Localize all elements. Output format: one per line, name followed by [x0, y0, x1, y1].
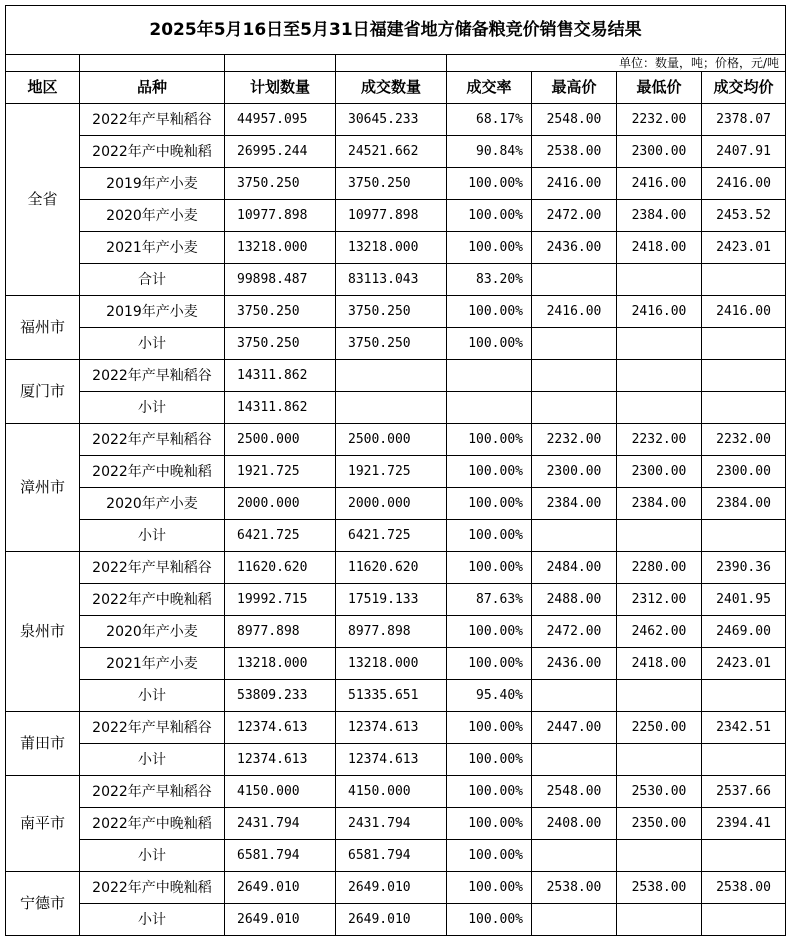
min-price-cell: [617, 680, 702, 712]
planned-qty-cell: 1921.725: [225, 456, 336, 488]
deal-rate-cell: 100.00%: [447, 840, 532, 872]
max-price-cell: [532, 520, 617, 552]
avg-price-cell: [702, 520, 786, 552]
avg-price-cell: [702, 392, 786, 424]
min-price-cell: 2300.00: [617, 456, 702, 488]
table-row: [6, 168, 786, 200]
header-row: [6, 72, 786, 104]
variety-cell: 2019年产小麦: [80, 296, 225, 328]
planned-qty-cell: 13218.000: [225, 232, 336, 264]
deal-rate-cell: 100.00%: [447, 552, 532, 584]
deal-qty-cell: 2649.010: [336, 904, 447, 936]
deal-qty-cell: 11620.620: [336, 552, 447, 584]
deal-qty-cell: 3750.250: [336, 328, 447, 360]
min-price-cell: [617, 264, 702, 296]
variety-cell: 小计: [80, 744, 225, 776]
planned-qty-cell: 2431.794: [225, 808, 336, 840]
min-price-cell: [617, 328, 702, 360]
max-price-cell: 2436.00: [532, 232, 617, 264]
max-price-cell: 2416.00: [532, 168, 617, 200]
max-price-cell: [532, 680, 617, 712]
table-row: [6, 680, 786, 712]
deal-qty-cell: [336, 360, 447, 392]
deal-rate-cell: 100.00%: [447, 872, 532, 904]
avg-price-cell: 2416.00: [702, 296, 786, 328]
table-row: [6, 648, 786, 680]
deal-qty-cell: 6421.725: [336, 520, 447, 552]
table-row: [6, 840, 786, 872]
variety-cell: 2022年产中晚籼稻: [80, 872, 225, 904]
table-row: [6, 520, 786, 552]
deal-rate-cell: 100.00%: [447, 328, 532, 360]
table-row: [6, 808, 786, 840]
deal-rate-cell: 68.17%: [447, 104, 532, 136]
planned-qty-cell: 13218.000: [225, 648, 336, 680]
deal-qty-cell: 3750.250: [336, 296, 447, 328]
avg-price-cell: 2378.07: [702, 104, 786, 136]
max-price-cell: 2416.00: [532, 296, 617, 328]
max-price-cell: 2488.00: [532, 584, 617, 616]
min-price-cell: 2280.00: [617, 552, 702, 584]
deal-qty-cell: 12374.613: [336, 744, 447, 776]
deal-qty-cell: 8977.898: [336, 616, 447, 648]
max-price-cell: 2232.00: [532, 424, 617, 456]
min-price-cell: [617, 840, 702, 872]
min-price-cell: [617, 392, 702, 424]
variety-cell: 2022年产早籼稻谷: [80, 776, 225, 808]
region-cell: 全省: [6, 104, 80, 296]
table-row: [6, 712, 786, 744]
deal-rate-cell: 100.00%: [447, 904, 532, 936]
region-cell: 厦门市: [6, 360, 80, 424]
min-price-cell: 2300.00: [617, 136, 702, 168]
max-price-cell: 2484.00: [532, 552, 617, 584]
planned-qty-cell: 3750.250: [225, 168, 336, 200]
header-region: 地区: [6, 72, 80, 104]
variety-cell: 小计: [80, 392, 225, 424]
max-price-cell: [532, 264, 617, 296]
deal-qty-cell: 2000.000: [336, 488, 447, 520]
deal-rate-cell: 100.00%: [447, 232, 532, 264]
table-row: [6, 296, 786, 328]
variety-cell: 2020年产小麦: [80, 200, 225, 232]
table-row: [6, 136, 786, 168]
deal-rate-cell: 100.00%: [447, 616, 532, 648]
deal-rate-cell: 90.84%: [447, 136, 532, 168]
header-min-price: 最低价: [617, 72, 702, 104]
unit-row: [6, 55, 786, 72]
planned-qty-cell: 2000.000: [225, 488, 336, 520]
min-price-cell: [617, 904, 702, 936]
unit-spacer-cell: [225, 55, 336, 72]
planned-qty-cell: 2649.010: [225, 904, 336, 936]
min-price-cell: [617, 520, 702, 552]
avg-price-cell: 2401.95: [702, 584, 786, 616]
table-row: [6, 360, 786, 392]
header-avg-price: 成交均价: [702, 72, 786, 104]
region-cell: 南平市: [6, 776, 80, 872]
deal-qty-cell: 13218.000: [336, 232, 447, 264]
max-price-cell: 2408.00: [532, 808, 617, 840]
variety-cell: 2020年产小麦: [80, 488, 225, 520]
deal-qty-cell: 17519.133: [336, 584, 447, 616]
min-price-cell: 2312.00: [617, 584, 702, 616]
planned-qty-cell: 53809.233: [225, 680, 336, 712]
table-row: [6, 872, 786, 904]
deal-qty-cell: 2431.794: [336, 808, 447, 840]
avg-price-cell: 2538.00: [702, 872, 786, 904]
avg-price-cell: 2342.51: [702, 712, 786, 744]
planned-qty-cell: 44957.095: [225, 104, 336, 136]
table-row: [6, 488, 786, 520]
avg-price-cell: 2407.91: [702, 136, 786, 168]
planned-qty-cell: 3750.250: [225, 328, 336, 360]
deal-qty-cell: 2500.000: [336, 424, 447, 456]
avg-price-cell: 2394.41: [702, 808, 786, 840]
min-price-cell: 2384.00: [617, 488, 702, 520]
min-price-cell: [617, 744, 702, 776]
table-row: [6, 424, 786, 456]
region-cell: 福州市: [6, 296, 80, 360]
deal-rate-cell: [447, 392, 532, 424]
max-price-cell: 2548.00: [532, 104, 617, 136]
min-price-cell: 2530.00: [617, 776, 702, 808]
table-row: [6, 104, 786, 136]
deal-rate-cell: 100.00%: [447, 296, 532, 328]
unit-spacer-cell: [6, 55, 80, 72]
variety-cell: 小计: [80, 520, 225, 552]
variety-cell: 合计: [80, 264, 225, 296]
planned-qty-cell: 8977.898: [225, 616, 336, 648]
planned-qty-cell: 99898.487: [225, 264, 336, 296]
page-title: 2025年5月16日至5月31日福建省地方储备粮竞价销售交易结果: [6, 6, 786, 55]
unit-note: 单位：数量，吨；价格，元/吨: [447, 55, 786, 72]
deal-qty-cell: 2649.010: [336, 872, 447, 904]
results-table: [5, 5, 786, 936]
min-price-cell: [617, 360, 702, 392]
unit-spacer-cell: [80, 55, 225, 72]
avg-price-cell: 2453.52: [702, 200, 786, 232]
variety-cell: 2019年产小麦: [80, 168, 225, 200]
deal-rate-cell: 100.00%: [447, 168, 532, 200]
results-sheet: [5, 5, 785, 936]
deal-rate-cell: 95.40%: [447, 680, 532, 712]
max-price-cell: [532, 840, 617, 872]
variety-cell: 2022年产早籼稻谷: [80, 104, 225, 136]
region-cell: 莆田市: [6, 712, 80, 776]
planned-qty-cell: 11620.620: [225, 552, 336, 584]
variety-cell: 小计: [80, 328, 225, 360]
variety-cell: 2022年产早籼稻谷: [80, 712, 225, 744]
avg-price-cell: [702, 904, 786, 936]
table-row: [6, 584, 786, 616]
max-price-cell: 2548.00: [532, 776, 617, 808]
min-price-cell: 2418.00: [617, 232, 702, 264]
deal-rate-cell: 87.63%: [447, 584, 532, 616]
avg-price-cell: [702, 328, 786, 360]
region-cell: 宁德市: [6, 872, 80, 936]
min-price-cell: 2232.00: [617, 104, 702, 136]
planned-qty-cell: 12374.613: [225, 712, 336, 744]
deal-rate-cell: 100.00%: [447, 648, 532, 680]
table-row: [6, 232, 786, 264]
max-price-cell: [532, 744, 617, 776]
avg-price-cell: [702, 680, 786, 712]
avg-price-cell: 2416.00: [702, 168, 786, 200]
avg-price-cell: [702, 840, 786, 872]
max-price-cell: 2447.00: [532, 712, 617, 744]
avg-price-cell: [702, 264, 786, 296]
min-price-cell: 2538.00: [617, 872, 702, 904]
deal-qty-cell: 30645.233: [336, 104, 447, 136]
deal-rate-cell: 100.00%: [447, 712, 532, 744]
max-price-cell: 2538.00: [532, 872, 617, 904]
max-price-cell: 2538.00: [532, 136, 617, 168]
table-row: [6, 616, 786, 648]
planned-qty-cell: 6421.725: [225, 520, 336, 552]
region-cell: 漳州市: [6, 424, 80, 552]
deal-qty-cell: 6581.794: [336, 840, 447, 872]
table-body: [6, 6, 786, 936]
planned-qty-cell: 2649.010: [225, 872, 336, 904]
deal-rate-cell: 100.00%: [447, 488, 532, 520]
avg-price-cell: 2390.36: [702, 552, 786, 584]
header-deal-qty: 成交数量: [336, 72, 447, 104]
min-price-cell: 2416.00: [617, 296, 702, 328]
header-deal-rate: 成交率: [447, 72, 532, 104]
planned-qty-cell: 19992.715: [225, 584, 336, 616]
min-price-cell: 2250.00: [617, 712, 702, 744]
min-price-cell: 2384.00: [617, 200, 702, 232]
max-price-cell: 2472.00: [532, 200, 617, 232]
deal-rate-cell: 100.00%: [447, 776, 532, 808]
variety-cell: 2022年产中晚籼稻: [80, 456, 225, 488]
title-row: [6, 6, 786, 55]
table-row: [6, 456, 786, 488]
planned-qty-cell: 26995.244: [225, 136, 336, 168]
planned-qty-cell: 14311.862: [225, 392, 336, 424]
planned-qty-cell: 6581.794: [225, 840, 336, 872]
max-price-cell: 2472.00: [532, 616, 617, 648]
table-row: [6, 200, 786, 232]
deal-qty-cell: 10977.898: [336, 200, 447, 232]
min-price-cell: 2418.00: [617, 648, 702, 680]
avg-price-cell: 2423.01: [702, 648, 786, 680]
unit-spacer-cell: [336, 55, 447, 72]
max-price-cell: [532, 360, 617, 392]
planned-qty-cell: 2500.000: [225, 424, 336, 456]
variety-cell: 小计: [80, 840, 225, 872]
planned-qty-cell: 3750.250: [225, 296, 336, 328]
deal-qty-cell: 1921.725: [336, 456, 447, 488]
max-price-cell: 2300.00: [532, 456, 617, 488]
header-variety: 品种: [80, 72, 225, 104]
max-price-cell: 2384.00: [532, 488, 617, 520]
header-max-price: 最高价: [532, 72, 617, 104]
avg-price-cell: 2469.00: [702, 616, 786, 648]
avg-price-cell: 2537.66: [702, 776, 786, 808]
table-row: [6, 392, 786, 424]
variety-cell: 2020年产小麦: [80, 616, 225, 648]
table-row: [6, 328, 786, 360]
table-row: [6, 904, 786, 936]
deal-qty-cell: 13218.000: [336, 648, 447, 680]
planned-qty-cell: 10977.898: [225, 200, 336, 232]
region-cell: 泉州市: [6, 552, 80, 712]
table-row: [6, 552, 786, 584]
planned-qty-cell: 4150.000: [225, 776, 336, 808]
avg-price-cell: [702, 360, 786, 392]
variety-cell: 2022年产中晚籼稻: [80, 136, 225, 168]
table-row: [6, 744, 786, 776]
deal-rate-cell: 100.00%: [447, 424, 532, 456]
min-price-cell: 2416.00: [617, 168, 702, 200]
deal-qty-cell: 51335.651: [336, 680, 447, 712]
deal-rate-cell: 83.20%: [447, 264, 532, 296]
min-price-cell: 2232.00: [617, 424, 702, 456]
deal-qty-cell: 12374.613: [336, 712, 447, 744]
table-row: [6, 776, 786, 808]
deal-rate-cell: 100.00%: [447, 456, 532, 488]
table-row: [6, 264, 786, 296]
max-price-cell: 2436.00: [532, 648, 617, 680]
planned-qty-cell: 12374.613: [225, 744, 336, 776]
max-price-cell: [532, 392, 617, 424]
deal-rate-cell: 100.00%: [447, 520, 532, 552]
variety-cell: 2022年产早籼稻谷: [80, 424, 225, 456]
avg-price-cell: 2232.00: [702, 424, 786, 456]
avg-price-cell: 2423.01: [702, 232, 786, 264]
deal-rate-cell: 100.00%: [447, 808, 532, 840]
avg-price-cell: 2300.00: [702, 456, 786, 488]
avg-price-cell: 2384.00: [702, 488, 786, 520]
variety-cell: 2022年产中晚籼稻: [80, 808, 225, 840]
max-price-cell: [532, 904, 617, 936]
deal-qty-cell: 4150.000: [336, 776, 447, 808]
deal-rate-cell: 100.00%: [447, 744, 532, 776]
deal-qty-cell: 83113.043: [336, 264, 447, 296]
max-price-cell: [532, 328, 617, 360]
avg-price-cell: [702, 744, 786, 776]
deal-qty-cell: 24521.662: [336, 136, 447, 168]
variety-cell: 2022年产早籼稻谷: [80, 552, 225, 584]
min-price-cell: 2462.00: [617, 616, 702, 648]
variety-cell: 2022年产早籼稻谷: [80, 360, 225, 392]
header-planned-qty: 计划数量: [225, 72, 336, 104]
min-price-cell: 2350.00: [617, 808, 702, 840]
deal-rate-cell: [447, 360, 532, 392]
variety-cell: 2021年产小麦: [80, 648, 225, 680]
variety-cell: 2021年产小麦: [80, 232, 225, 264]
variety-cell: 小计: [80, 680, 225, 712]
deal-qty-cell: 3750.250: [336, 168, 447, 200]
variety-cell: 小计: [80, 904, 225, 936]
variety-cell: 2022年产中晚籼稻: [80, 584, 225, 616]
deal-rate-cell: 100.00%: [447, 200, 532, 232]
deal-qty-cell: [336, 392, 447, 424]
planned-qty-cell: 14311.862: [225, 360, 336, 392]
